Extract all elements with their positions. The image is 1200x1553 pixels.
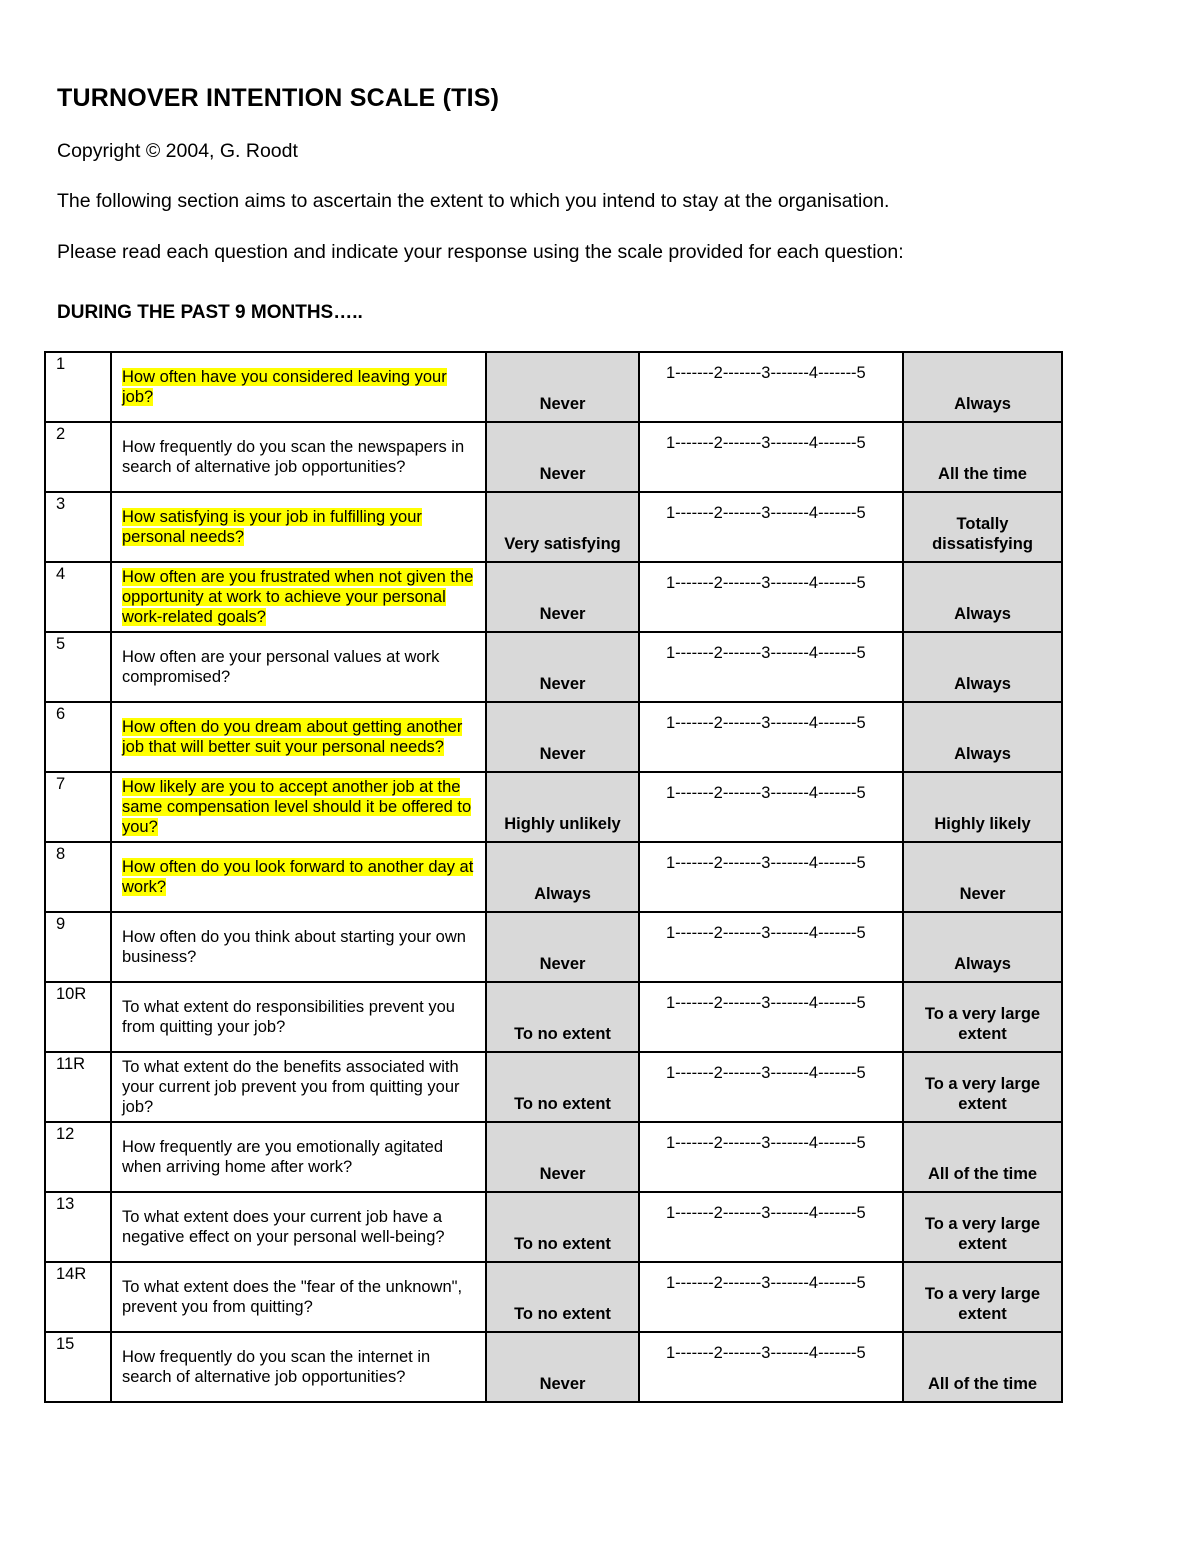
question-cell [111,982,486,1052]
high-anchor-label: Always [903,702,1062,772]
question-text: To what extent do the benefits associated with your current job prevent you from quitting your job? [122,1058,460,1116]
question-text: How frequently do you scan the newspapers in search of alternative job opportunities? [122,438,465,476]
question-number: 4 [45,562,111,632]
table-row [45,1192,1062,1262]
low-anchor-label: To no extent [486,1192,639,1262]
question-number: 11R [45,1052,111,1122]
question-cell [111,562,486,632]
question-cell [111,1262,486,1332]
question-number: 5 [45,632,111,702]
high-anchor-label: To a very large extent [903,1192,1062,1262]
instructions-paragraph: Please read each question and indicate your response using the scale provided for each question: [57,241,904,263]
question-cell [111,352,486,422]
low-anchor-label: Never [486,422,639,492]
question-text: How often do you look forward to another day at work? [122,858,474,896]
high-anchor-label: Always [903,632,1062,702]
rating-scale[interactable]: 1-------2-------3-------4-------5 [639,1262,903,1332]
high-anchor-label: Always [903,562,1062,632]
question-cell [111,632,486,702]
copyright-notice: Copyright © 2004, G. Roodt [57,140,298,162]
rating-scale[interactable]: 1-------2-------3-------4-------5 [639,1192,903,1262]
low-anchor-label: Never [486,912,639,982]
question-number: 12 [45,1122,111,1192]
rating-scale[interactable]: 1-------2-------3-------4-------5 [639,632,903,702]
high-anchor-label: All of the time [903,1122,1062,1192]
low-anchor-label: Never [486,702,639,772]
table-row [45,772,1062,842]
question-number: 2 [45,422,111,492]
high-anchor-label: To a very large extent [903,1052,1062,1122]
question-number: 7 [45,772,111,842]
question-cell [111,702,486,772]
table-row [45,422,1062,492]
rating-scale[interactable]: 1-------2-------3-------4-------5 [639,772,903,842]
table-row [45,562,1062,632]
table-row [45,492,1062,562]
rating-scale[interactable]: 1-------2-------3-------4-------5 [639,1052,903,1122]
question-text: How often have you considered leaving your job? [122,368,447,406]
rating-scale[interactable]: 1-------2-------3-------4-------5 [639,1332,903,1402]
low-anchor-label: Never [486,562,639,632]
question-cell [111,1332,486,1402]
high-anchor-label: Always [903,912,1062,982]
document-title: TURNOVER INTENTION SCALE (TIS) [57,84,500,112]
question-text: To what extent does your current job have a negative effect on your personal well-being? [122,1208,445,1246]
rating-scale[interactable]: 1-------2-------3-------4-------5 [639,562,903,632]
low-anchor-label: To no extent [486,1262,639,1332]
rating-scale[interactable]: 1-------2-------3-------4-------5 [639,842,903,912]
high-anchor-label: Totally dissatisfying [903,492,1062,562]
table-row [45,702,1062,772]
question-cell [111,422,486,492]
question-text: How satisfying is your job in fulfilling your personal needs? [122,508,422,546]
high-anchor-label: To a very large extent [903,982,1062,1052]
table-row [45,1052,1062,1122]
table-row [45,1122,1062,1192]
question-cell [111,772,486,842]
low-anchor-label: Never [486,1332,639,1402]
table-row [45,842,1062,912]
low-anchor-label: Always [486,842,639,912]
low-anchor-label: Never [486,352,639,422]
table-row [45,632,1062,702]
question-number: 15 [45,1332,111,1402]
question-cell [111,1052,486,1122]
question-cell [111,492,486,562]
question-text: How often are your personal values at work compromised? [122,648,440,686]
question-cell [111,842,486,912]
question-number: 9 [45,912,111,982]
rating-scale[interactable]: 1-------2-------3-------4-------5 [639,492,903,562]
question-cell [111,1122,486,1192]
question-text: To what extent does the "fear of the unknown", prevent you from quitting? [122,1278,463,1316]
high-anchor-label: To a very large extent [903,1262,1062,1332]
section-heading: DURING THE PAST 9 MONTHS….. [57,302,363,323]
question-number: 6 [45,702,111,772]
question-text: How often do you think about starting your own business? [122,928,466,966]
low-anchor-label: Never [486,632,639,702]
question-number: 13 [45,1192,111,1262]
low-anchor-label: Highly unlikely [486,772,639,842]
question-text: How frequently are you emotionally agitated when arriving home after work? [122,1138,444,1176]
high-anchor-label: All the time [903,422,1062,492]
intro-paragraph: The following section aims to ascertain the extent to which you intend to stay at the organisation. [57,190,890,212]
rating-scale[interactable]: 1-------2-------3-------4-------5 [639,702,903,772]
low-anchor-label: Never [486,1122,639,1192]
question-cell [111,912,486,982]
rating-scale[interactable]: 1-------2-------3-------4-------5 [639,912,903,982]
rating-scale[interactable]: 1-------2-------3-------4-------5 [639,352,903,422]
question-number: 3 [45,492,111,562]
question-cell [111,1192,486,1262]
question-text: How likely are you to accept another job at the same compensation level should it be offered to you? [122,778,472,836]
low-anchor-label: To no extent [486,1052,639,1122]
table-row [45,982,1062,1052]
tis-table-body [45,352,1062,1402]
high-anchor-label: Highly likely [903,772,1062,842]
question-number: 1 [45,352,111,422]
rating-scale[interactable]: 1-------2-------3-------4-------5 [639,422,903,492]
table-row [45,912,1062,982]
question-text: How often are you frustrated when not given the opportunity at work to achieve your personal work-related goals? [122,568,474,626]
table-row [45,1262,1062,1332]
low-anchor-label: Very satisfying [486,492,639,562]
question-text: How often do you dream about getting another job that will better suit your personal needs? [122,718,463,756]
rating-scale[interactable]: 1-------2-------3-------4-------5 [639,1122,903,1192]
high-anchor-label: Always [903,352,1062,422]
high-anchor-label: Never [903,842,1062,912]
question-number: 8 [45,842,111,912]
question-text: To what extent do responsibilities prevent you from quitting your job? [122,998,455,1036]
question-number: 10R [45,982,111,1052]
low-anchor-label: To no extent [486,982,639,1052]
table-row [45,1332,1062,1402]
rating-scale[interactable]: 1-------2-------3-------4-------5 [639,982,903,1052]
question-number: 14R [45,1262,111,1332]
tis-question-table [44,351,1063,1403]
table-row [45,352,1062,422]
question-text: How frequently do you scan the internet in search of alternative job opportunities? [122,1348,431,1386]
high-anchor-label: All of the time [903,1332,1062,1402]
